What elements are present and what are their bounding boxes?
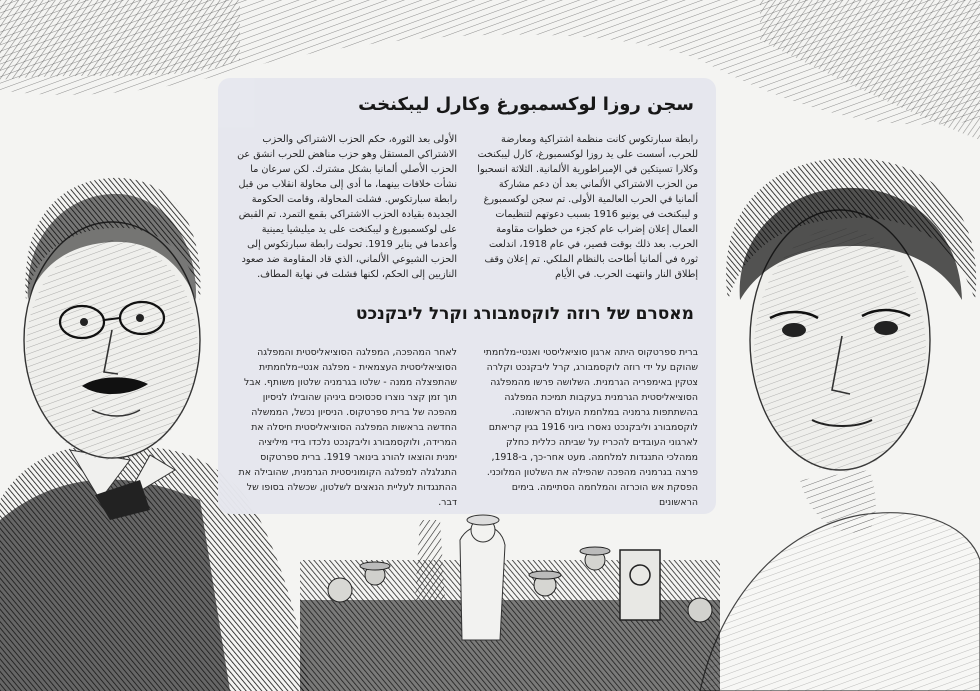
arabic-column-left: الأولى بعد الثورة، حكم الحزب الاشتراكي والحزب الاشتراكي المستقل وهو حزب مناهض للحرب انشق عن الحزب الأصلي ألمانيا بشكل مشترك. لكن سرعان ما نشأت خلافات بينهما، ما أدى إلى محاولة انقلاب من قبل رابطة سبارتكوس. فشلت المحاولة، وقامت الحكومة الجديدة بقيادة الحزب الاشتراكي بقمع التمرد. تم القبض على لوكسمبورغ و ليبكنخت على يد ميليشيا يمينية وأعدما في يناير 1919. تحولت رابطة سبارتكوس إلى الحزب الشيوعي الألماني، الذي قاد المقاومة ضد صعود النازيين إلى الحكم، لكنها فشلت في نهاية المطاف. xyxy=(237,133,457,280)
arabic-title: سجن روزا لوكسمبورغ وكارل ليبكنخت xyxy=(358,94,694,115)
text-card xyxy=(218,78,716,514)
crowd-scene xyxy=(300,515,720,691)
hebrew-column-right: ברית ספרטקוס היתה ארגון סוציאליסטי ואנטי-מלחמתי שהוקם על ידי רוזה לוקסמבורג, קרל ליבקנכט וקלרה צטקין באימפריה הגרמנית. השלושה פרשו מהמפלגה הסוציאליסטית הגרמנית בעקבות תמיכת המפלגה בהשתתפות גרמניה במלחמת העולם הראשונה. לוקסמבורג וליבקנכט נאסרו ביוני 1916 בגין קריאתם לארגוני העובדים להכריז על שביתה כללית כחלק ממהלכי התנגדות למלחמה. מעט אחר-כך, ב-1918, פרצה בגרמניה מהפכה שהפילה את השלטון המלוכני. הפסקת אש הוכרזה והמלחמה הסתיימה. בימים הראשונים xyxy=(483,347,698,509)
hebrew-title: מאסרם של רוזה לוקסמבורג וקרל ליבקנכט xyxy=(355,304,694,324)
arabic-column-right: رابطة سبارتكوس كانت منظمة اشتراكية ومعارضة للحرب، أسست على يد روزا لوكسمبورغ، كارل ليبكنخت وكلارا تسيتكين في الإمبراطورية الألمانية. الثلاثة انسحبوا من الحزب الاشتراكي الألماني بعد أن دعم مشاركة ألمانيا في الحرب العالمية الأولى. تم سجن لوكسمبورغ و ليبكنخت في يونيو 1916 بسبب دعوتهم لتنظيمات العمال إعلان إضراب عام كجزء من خطوات مقاومة الحرب. بعد ذلك بوقت قصير، في عام 1918، اندلعت ثورة في ألمانيا أطاحت بالنظام الملكي. تم إعلان وقف إطلاق النار وانتهت الحرب. في الأيام xyxy=(477,133,698,280)
hebrew-column-left: לאחר המהפכה, המפלגה הסוציאליסטית והמפלגה הסוציאליסטית העצמאית - מפלגה אנטי-מלחמתית שהתפצלה ממנה - שלטו בגרמניה שלטון משותף. אבל תוך זמן קצר נוצרו סכסוכים ביניהן שהובילו לניסיון מהפכה של ברית ספרטקוס. הניסיון נכשל, הממשלה החדשה בראשות המפלגה הסוציאליסטית חיסלה את המרידה, ולוקסמבורג וליבקנכט נלכדו בידי מיליציה ימנית והוצאו להורג בינואר 1919. ברית ספרטקוס התגלגלה למפלגה הקומוניסטית הגרמנית, שהובילה את ההתנגדות לעליית הנאצים לשלטון, שכשלה בסופו של דבר. xyxy=(238,347,457,509)
right-portrait xyxy=(700,158,980,691)
